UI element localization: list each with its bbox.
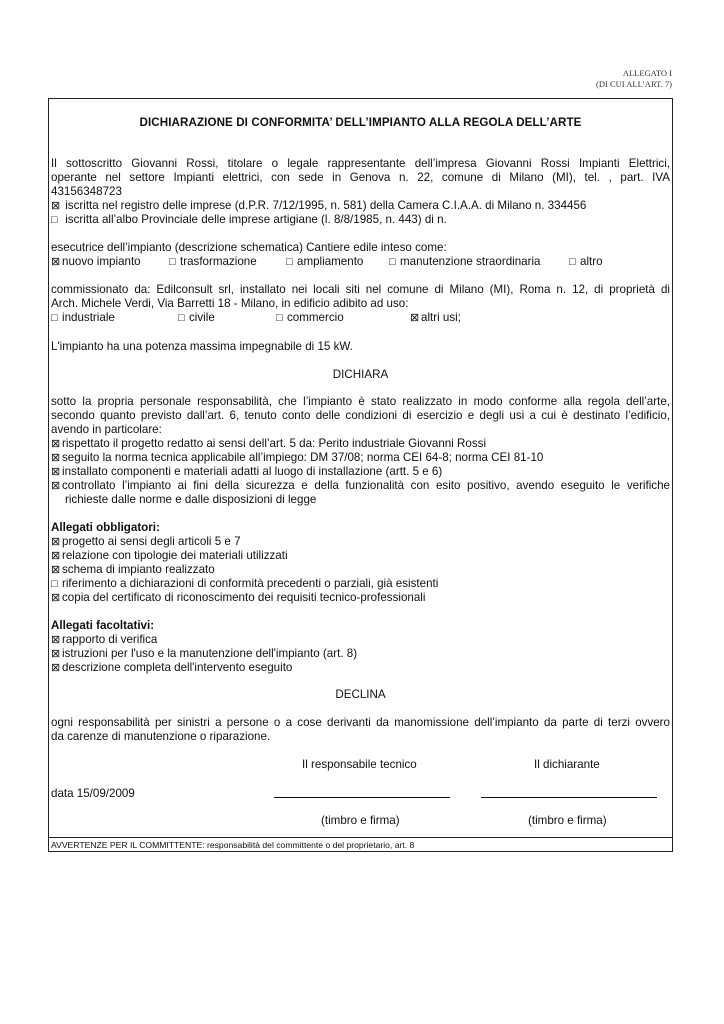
- checkbox-icon: □: [178, 312, 185, 324]
- esecutrice-text: esecutrice dell’impianto (descrizione schematica) Cantiere edile inteso come:: [51, 241, 447, 254]
- checkbox-icon: □: [51, 214, 58, 226]
- albo-text: iscritta all’albo Provinciale delle imprese artigiane (l. 8/8/1985, n. 443) di n.: [65, 213, 447, 226]
- list-item: [51, 633, 670, 647]
- option-label: nuovo impianto: [62, 255, 141, 268]
- allegato-header: [596, 68, 672, 90]
- list-item-continuation: richieste dalle norme e dalle disposizioni di legge: [65, 493, 317, 506]
- checkbox-icon: □: [276, 312, 283, 324]
- footer-warning: AVVERTENZE PER IL COMMITTENTE: responsabilità del committente o del proprietario, art. 8: [49, 837, 672, 853]
- option-ampliamento: [286, 255, 363, 269]
- commissionato-line-1: commissionato da: Edilconsult srl, installato nei locali siti nel comune di Milano (MI), Roma n. 12, di proprietà di: [51, 283, 670, 296]
- list-item-text: seguito la norma tecnica applicabile all’impiego: DM 37/08; norma CEI 64-8; norma CEI 81-10: [62, 451, 544, 464]
- option-label: altri usi;: [421, 311, 461, 324]
- obbligatori-heading: Allegati obbligatori:: [51, 521, 160, 534]
- list-item-text: rispettato il progetto redatto ai sensi dell’art. 5 da: Perito industriale Giovanni Rossi: [62, 437, 487, 450]
- option-label: commercio: [287, 311, 344, 324]
- list-item: [51, 535, 670, 549]
- option-trasformazione: [169, 255, 257, 269]
- list-item-text: schema di impianto realizzato: [62, 563, 215, 576]
- checkbox-icon: □: [51, 578, 58, 590]
- checkbox-icon: ⊠: [51, 592, 61, 604]
- dichiara-line-1: sotto la propria personale responsabilità, che l’impianto è stato realizzato in modo conforme alla regola dell’arte,: [51, 395, 670, 408]
- checkbox-icon: □: [569, 256, 576, 268]
- checkbox-icon: □: [389, 256, 396, 268]
- checkbox-icon: ⊠: [51, 200, 61, 212]
- signature-line-dichiarante: [481, 784, 657, 798]
- option-altro: [569, 255, 603, 269]
- checkbox-icon: ⊠: [51, 480, 61, 492]
- signature-line-responsabile: [274, 784, 450, 798]
- dichiarante-label: Il dichiarante: [534, 758, 600, 771]
- commissionato-line-2: Arch. Michele Verdi, Via Barretti 18 - Milano, in edificio adibito ad uso:: [51, 297, 409, 310]
- responsabile-label: Il responsabile tecnico: [302, 758, 417, 771]
- option-altri-usi: [410, 311, 461, 325]
- allegato-reference: (DI CUI ALL’ART. 7): [596, 79, 672, 89]
- option-label: altro: [580, 255, 603, 268]
- albo-item: [51, 213, 670, 227]
- facoltativi-heading: Allegati facoltativi:: [51, 619, 155, 632]
- dichiara-line-3: avendo in particolare:: [51, 423, 162, 436]
- list-item: [51, 451, 670, 465]
- option-nuovo-impianto: [51, 255, 141, 269]
- list-item-text: relazione con tipologie dei materiali utilizzati: [62, 549, 288, 562]
- checkbox-icon: ⊠: [51, 648, 61, 660]
- declina-line-1: ogni responsabilità per sinistri a persone o a cose derivanti da manomissione dell’impianto da parte di terzi ovvero: [51, 716, 670, 729]
- option-label: industriale: [62, 311, 115, 324]
- list-item: [51, 465, 670, 479]
- list-item: [51, 591, 670, 605]
- list-item-text: riferimento a dichiarazioni di conformità precedenti o parziali, già esistenti: [62, 577, 439, 590]
- allegato-label: ALLEGATO I: [622, 68, 672, 78]
- checkbox-icon: ⊠: [51, 634, 61, 646]
- checkbox-icon: ⊠: [51, 256, 61, 268]
- document-title: DICHIARAZIONE DI CONFORMITA’ DELL’IMPIANTO ALLA REGOLA DELL’ARTE: [139, 116, 582, 129]
- checkbox-icon: ⊠: [51, 564, 61, 576]
- timbro-label-2: (timbro e firma): [528, 814, 607, 827]
- checkbox-icon: ⊠: [51, 466, 61, 478]
- checkbox-icon: ⊠: [51, 438, 61, 450]
- list-item: [51, 647, 670, 661]
- potenza-text: L'impianto ha una potenza massima impegnabile di 15 kW.: [51, 340, 353, 353]
- list-item-text: progetto ai sensi degli articoli 5 e 7: [62, 535, 241, 548]
- option-industriale: [51, 311, 115, 325]
- intro-line-3: 43156348723: [51, 185, 122, 198]
- checkbox-icon: ⊠: [410, 312, 420, 324]
- list-item-text: copia del certificato di riconoscimento dei requisiti tecnico-professionali: [62, 591, 426, 604]
- declina-line-2: da carenze di manutenzione o riparazione.: [51, 730, 271, 743]
- dichiara-heading: DICHIARA: [332, 368, 389, 381]
- list-item-text: rapporto di verifica: [62, 633, 158, 646]
- option-label: ampliamento: [297, 255, 364, 268]
- option-label: manutenzione straordinaria: [400, 255, 541, 268]
- checkbox-icon: ⊠: [51, 662, 61, 674]
- checkbox-icon: ⊠: [51, 452, 61, 464]
- timbro-label-1: (timbro e firma): [321, 814, 400, 827]
- list-item: [51, 479, 670, 493]
- date-label: data 15/09/2009: [51, 787, 135, 800]
- list-item: [51, 437, 670, 451]
- intro-line-1: Il sottoscritto Giovanni Rossi, titolare o legale rappresentante dell’impresa Giovanni Rossi Impianti Elettrici,: [51, 157, 670, 170]
- checkbox-icon: □: [51, 312, 58, 324]
- option-commercio: [276, 311, 344, 325]
- list-item-text: istruzioni per l'uso e la manutenzione dell'impianto (art. 8): [62, 647, 358, 660]
- list-item: [51, 563, 670, 577]
- dichiara-line-2: secondo quanto previsto dall’art. 6, tenuto conto delle condizioni di esercizio e degli usi a cui è destinato l’edificio,: [51, 409, 670, 422]
- option-manutenzione: [389, 255, 541, 269]
- list-item: [51, 549, 670, 563]
- list-item: [51, 661, 670, 675]
- checkbox-icon: □: [169, 256, 176, 268]
- checkbox-icon: ⊠: [51, 550, 61, 562]
- registro-item: [51, 199, 670, 213]
- declina-heading: DECLINA: [335, 688, 386, 701]
- list-item-text: descrizione completa dell'intervento eseguito: [62, 661, 293, 674]
- declaration-form: [48, 98, 673, 852]
- checkbox-icon: □: [286, 256, 293, 268]
- option-label: trasformazione: [180, 255, 257, 268]
- list-item-text: installato componenti e materiali adatti al luogo di installazione (artt. 5 e 6): [62, 465, 443, 478]
- list-item-text: controllato l’impianto ai fini della sicurezza e della funzionalità con esito positivo, avendo eseguito le verifiche: [62, 479, 670, 492]
- option-civile: [178, 311, 215, 325]
- registro-text: iscritta nel registro delle imprese (d.P.R. 7/12/1995, n. 581) della Camera C.I.A.A. di Milano n. 334456: [65, 199, 587, 212]
- option-label: civile: [189, 311, 215, 324]
- list-item: [51, 577, 670, 591]
- checkbox-icon: ⊠: [51, 536, 61, 548]
- intro-line-2: operante nel settore Impianti elettrici, con sede in Genova n. 22, comune di Milano (MI), tel. , part. IVA: [51, 171, 670, 184]
